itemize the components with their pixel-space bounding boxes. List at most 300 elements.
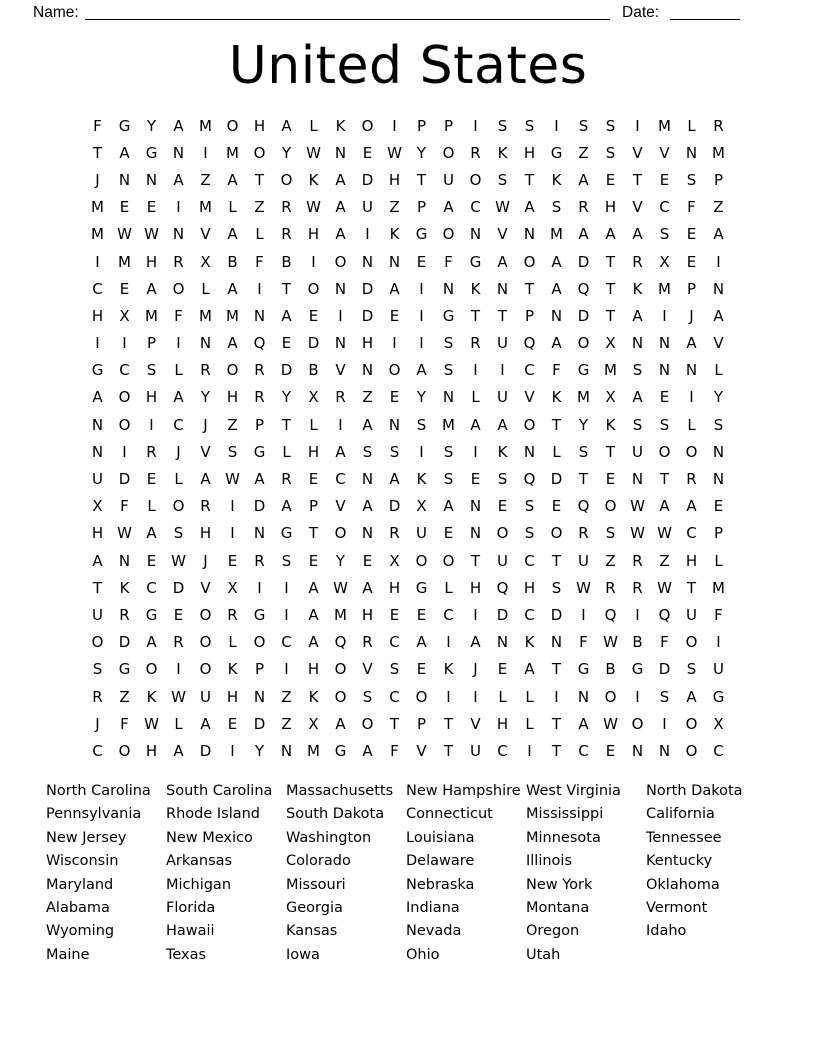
grid-cell[interactable]: R bbox=[335, 388, 346, 407]
grid-cell[interactable]: A bbox=[281, 306, 292, 325]
grid-cell[interactable]: R bbox=[362, 633, 373, 652]
grid-cell[interactable]: G bbox=[145, 143, 158, 162]
grid-cell[interactable]: G bbox=[280, 524, 293, 543]
grid-cell[interactable]: Q bbox=[577, 279, 590, 298]
grid-cell[interactable]: I bbox=[230, 497, 235, 516]
grid-cell[interactable]: I bbox=[689, 388, 694, 407]
grid-cell[interactable]: I bbox=[635, 605, 640, 624]
grid-cell[interactable]: I bbox=[338, 415, 343, 434]
grid-cell[interactable]: M bbox=[550, 225, 563, 244]
grid-cell[interactable]: R bbox=[632, 551, 643, 570]
grid-cell[interactable]: Z bbox=[281, 714, 292, 733]
grid-cell[interactable]: E bbox=[686, 225, 697, 244]
grid-cell[interactable]: A bbox=[308, 578, 319, 597]
grid-cell[interactable]: O bbox=[685, 442, 698, 461]
grid-cell[interactable]: U bbox=[713, 660, 724, 679]
grid-cell[interactable]: C bbox=[146, 578, 157, 597]
grid-cell[interactable]: I bbox=[527, 741, 532, 760]
grid-cell[interactable]: T bbox=[470, 551, 481, 570]
grid-cell[interactable]: S bbox=[389, 442, 400, 461]
grid-cell[interactable]: C bbox=[524, 551, 535, 570]
grid-cell[interactable]: O bbox=[577, 334, 590, 353]
grid-cell[interactable]: D bbox=[253, 714, 266, 733]
grid-cell[interactable]: G bbox=[712, 687, 725, 706]
grid-cell[interactable]: N bbox=[577, 687, 590, 706]
grid-cell[interactable]: N bbox=[658, 334, 671, 353]
grid-cell[interactable]: R bbox=[578, 524, 589, 543]
grid-cell[interactable]: W bbox=[495, 198, 510, 217]
grid-cell[interactable]: A bbox=[119, 143, 130, 162]
grid-cell[interactable]: R bbox=[200, 361, 211, 380]
grid-cell[interactable]: A bbox=[713, 306, 724, 325]
word-list-item[interactable]: Illinois bbox=[526, 853, 573, 870]
grid-cell[interactable]: L bbox=[174, 714, 183, 733]
grid-cell[interactable]: C bbox=[443, 605, 454, 624]
grid-cell[interactable]: P bbox=[146, 334, 157, 353]
grid-cell[interactable]: Y bbox=[416, 388, 427, 407]
grid-cell[interactable]: X bbox=[227, 578, 238, 597]
grid-cell[interactable]: R bbox=[470, 143, 481, 162]
word-list-item[interactable]: New Mexico bbox=[166, 829, 253, 846]
grid-cell[interactable]: R bbox=[686, 470, 697, 489]
grid-cell[interactable]: V bbox=[632, 198, 643, 217]
grid-cell[interactable]: I bbox=[554, 116, 559, 135]
grid-cell[interactable]: O bbox=[334, 660, 347, 679]
grid-cell[interactable]: E bbox=[119, 198, 130, 217]
grid-cell[interactable]: Z bbox=[362, 388, 373, 407]
grid-cell[interactable]: D bbox=[550, 605, 563, 624]
grid-cell[interactable]: O bbox=[442, 551, 455, 570]
grid-cell[interactable]: A bbox=[551, 252, 562, 271]
grid-cell[interactable]: N bbox=[550, 306, 563, 325]
word-list-item[interactable]: Iowa bbox=[286, 946, 320, 963]
grid-cell[interactable]: F bbox=[579, 633, 588, 652]
grid-cell[interactable]: V bbox=[632, 143, 643, 162]
word-list-item[interactable]: Texas bbox=[166, 946, 207, 963]
grid-cell[interactable]: I bbox=[95, 252, 100, 271]
grid-cell[interactable]: E bbox=[146, 198, 157, 217]
grid-cell[interactable]: N bbox=[631, 334, 644, 353]
grid-cell[interactable]: M bbox=[199, 198, 212, 217]
grid-cell[interactable]: W bbox=[171, 551, 186, 570]
word-list-item[interactable]: Delaware bbox=[406, 853, 475, 870]
grid-cell[interactable]: Q bbox=[253, 334, 266, 353]
grid-cell[interactable]: K bbox=[119, 578, 130, 597]
grid-cell[interactable]: W bbox=[171, 687, 186, 706]
grid-cell[interactable]: J bbox=[95, 170, 100, 189]
grid-cell[interactable]: T bbox=[605, 279, 616, 298]
grid-cell[interactable]: O bbox=[361, 116, 374, 135]
grid-cell[interactable]: A bbox=[200, 714, 211, 733]
grid-cell[interactable]: N bbox=[550, 633, 563, 652]
word-list-item[interactable]: New Hampshire bbox=[406, 783, 521, 799]
grid-cell[interactable]: V bbox=[416, 741, 427, 760]
grid-cell[interactable]: Z bbox=[281, 687, 292, 706]
grid-cell[interactable]: A bbox=[227, 170, 238, 189]
grid-cell[interactable]: Q bbox=[577, 497, 590, 516]
word-list-item[interactable]: South Carolina bbox=[166, 783, 273, 799]
grid-cell[interactable]: W bbox=[306, 143, 321, 162]
grid-cell[interactable]: A bbox=[362, 497, 373, 516]
grid-cell[interactable]: X bbox=[92, 497, 103, 516]
grid-cell[interactable]: U bbox=[578, 551, 589, 570]
grid-cell[interactable]: G bbox=[469, 252, 482, 271]
grid-cell[interactable]: F bbox=[120, 714, 129, 733]
grid-cell[interactable]: N bbox=[658, 741, 671, 760]
grid-cell[interactable]: F bbox=[120, 497, 129, 516]
grid-cell[interactable]: B bbox=[308, 361, 319, 380]
grid-cell[interactable]: P bbox=[254, 660, 265, 679]
grid-cell[interactable]: N bbox=[280, 741, 293, 760]
word-list-item[interactable]: Wyoming bbox=[46, 923, 115, 940]
grid-cell[interactable]: O bbox=[199, 660, 212, 679]
grid-cell[interactable]: I bbox=[419, 306, 424, 325]
grid-cell[interactable]: H bbox=[226, 388, 239, 407]
grid-cell[interactable]: C bbox=[119, 361, 130, 380]
grid-cell[interactable]: M bbox=[658, 116, 671, 135]
grid-cell[interactable]: L bbox=[201, 279, 210, 298]
grid-cell[interactable]: N bbox=[388, 252, 401, 271]
grid-cell[interactable]: Z bbox=[578, 143, 589, 162]
word-list-item[interactable]: Minnesota bbox=[526, 829, 601, 846]
grid-cell[interactable]: E bbox=[443, 524, 454, 543]
grid-cell[interactable]: L bbox=[228, 198, 237, 217]
grid-cell[interactable]: O bbox=[658, 442, 671, 461]
grid-cell[interactable]: R bbox=[173, 252, 184, 271]
grid-cell[interactable]: L bbox=[471, 388, 480, 407]
grid-cell[interactable]: S bbox=[227, 442, 238, 461]
grid-cell[interactable]: F bbox=[93, 116, 102, 135]
name-write-line[interactable] bbox=[85, 19, 610, 20]
grid-cell[interactable]: O bbox=[199, 605, 212, 624]
grid-cell[interactable]: W bbox=[117, 225, 132, 244]
grid-cell[interactable]: V bbox=[335, 497, 346, 516]
grid-cell[interactable]: U bbox=[632, 442, 643, 461]
grid-cell[interactable]: L bbox=[309, 116, 318, 135]
grid-cell[interactable]: S bbox=[524, 116, 535, 135]
grid-cell[interactable]: J bbox=[203, 551, 208, 570]
word-list-item[interactable]: West Virginia bbox=[526, 783, 621, 799]
grid-cell[interactable]: V bbox=[659, 143, 670, 162]
word-list-item[interactable]: Oklahoma bbox=[646, 876, 720, 893]
grid-cell[interactable]: I bbox=[716, 633, 721, 652]
grid-cell[interactable]: A bbox=[686, 497, 697, 516]
grid-cell[interactable]: V bbox=[497, 225, 508, 244]
grid-cell[interactable]: O bbox=[604, 687, 617, 706]
grid-cell[interactable]: W bbox=[306, 198, 321, 217]
grid-cell[interactable]: T bbox=[389, 714, 400, 733]
grid-cell[interactable]: I bbox=[500, 361, 505, 380]
grid-cell[interactable]: S bbox=[659, 225, 670, 244]
word-list-item[interactable]: Vermont bbox=[646, 900, 708, 917]
grid-cell[interactable]: F bbox=[714, 605, 723, 624]
grid-cell[interactable]: E bbox=[497, 497, 508, 516]
grid-cell[interactable]: V bbox=[470, 714, 481, 733]
grid-cell[interactable]: V bbox=[524, 388, 535, 407]
grid-cell[interactable]: N bbox=[712, 279, 725, 298]
grid-cell[interactable]: I bbox=[473, 687, 478, 706]
grid-cell[interactable]: D bbox=[172, 578, 185, 597]
grid-cell[interactable]: U bbox=[497, 388, 508, 407]
grid-cell[interactable]: P bbox=[686, 279, 697, 298]
grid-cell[interactable]: A bbox=[632, 388, 643, 407]
grid-cell[interactable]: N bbox=[118, 170, 131, 189]
grid-cell[interactable]: N bbox=[685, 143, 698, 162]
word-list-item[interactable]: New Jersey bbox=[46, 829, 127, 846]
word-search-grid[interactable] bbox=[84, 112, 732, 765]
word-list-item[interactable]: Colorado bbox=[286, 853, 351, 870]
word-list-item[interactable]: Kansas bbox=[286, 923, 338, 940]
grid-cell[interactable]: F bbox=[552, 361, 561, 380]
grid-cell[interactable]: G bbox=[577, 361, 590, 380]
grid-cell[interactable]: O bbox=[685, 714, 698, 733]
grid-cell[interactable]: T bbox=[551, 741, 562, 760]
grid-cell[interactable]: T bbox=[443, 714, 454, 733]
grid-cell[interactable]: M bbox=[334, 605, 347, 624]
grid-cell[interactable]: R bbox=[713, 116, 724, 135]
grid-cell[interactable]: H bbox=[307, 442, 320, 461]
grid-cell[interactable]: S bbox=[443, 442, 454, 461]
grid-cell[interactable]: H bbox=[361, 334, 374, 353]
grid-cell[interactable]: C bbox=[713, 741, 724, 760]
grid-cell[interactable]: N bbox=[388, 415, 401, 434]
grid-cell[interactable]: K bbox=[497, 442, 508, 461]
grid-cell[interactable]: E bbox=[659, 170, 670, 189]
grid-cell[interactable]: T bbox=[281, 415, 292, 434]
grid-cell[interactable]: E bbox=[605, 170, 616, 189]
grid-cell[interactable]: Q bbox=[658, 605, 671, 624]
grid-cell[interactable]: N bbox=[361, 252, 374, 271]
grid-cell[interactable]: O bbox=[145, 660, 158, 679]
grid-cell[interactable]: E bbox=[281, 334, 292, 353]
grid-cell[interactable]: H bbox=[307, 660, 320, 679]
grid-cell[interactable]: A bbox=[173, 170, 184, 189]
grid-cell[interactable]: A bbox=[173, 388, 184, 407]
grid-cell[interactable]: I bbox=[122, 334, 127, 353]
grid-cell[interactable]: A bbox=[605, 225, 616, 244]
grid-cell[interactable]: T bbox=[551, 551, 562, 570]
grid-cell[interactable]: V bbox=[362, 660, 373, 679]
grid-cell[interactable]: G bbox=[253, 605, 266, 624]
grid-cell[interactable]: W bbox=[387, 143, 402, 162]
grid-cell[interactable]: A bbox=[497, 415, 508, 434]
grid-cell[interactable]: F bbox=[390, 741, 399, 760]
grid-cell[interactable]: G bbox=[253, 442, 266, 461]
grid-cell[interactable]: A bbox=[146, 524, 157, 543]
grid-cell[interactable]: A bbox=[92, 388, 103, 407]
grid-cell[interactable]: G bbox=[118, 116, 131, 135]
grid-cell[interactable]: L bbox=[444, 578, 453, 597]
grid-cell[interactable]: W bbox=[603, 714, 618, 733]
grid-cell[interactable]: A bbox=[92, 551, 103, 570]
grid-cell[interactable]: A bbox=[227, 279, 238, 298]
grid-cell[interactable]: R bbox=[227, 605, 238, 624]
grid-cell[interactable]: A bbox=[578, 170, 589, 189]
grid-cell[interactable]: N bbox=[91, 415, 104, 434]
grid-cell[interactable]: R bbox=[632, 578, 643, 597]
grid-cell[interactable]: T bbox=[524, 279, 535, 298]
grid-cell[interactable]: E bbox=[146, 551, 157, 570]
grid-cell[interactable]: H bbox=[253, 116, 266, 135]
grid-cell[interactable]: O bbox=[307, 279, 320, 298]
grid-cell[interactable]: D bbox=[658, 660, 671, 679]
grid-cell[interactable]: S bbox=[443, 470, 454, 489]
grid-cell[interactable]: I bbox=[581, 605, 586, 624]
grid-cell[interactable]: S bbox=[497, 470, 508, 489]
grid-cell[interactable]: S bbox=[497, 170, 508, 189]
grid-cell[interactable]: H bbox=[145, 388, 158, 407]
grid-cell[interactable]: I bbox=[203, 143, 208, 162]
grid-cell[interactable]: L bbox=[498, 687, 507, 706]
grid-cell[interactable]: P bbox=[524, 306, 535, 325]
grid-cell[interactable]: R bbox=[146, 442, 157, 461]
grid-cell[interactable]: R bbox=[281, 225, 292, 244]
grid-cell[interactable]: E bbox=[362, 551, 373, 570]
grid-cell[interactable]: W bbox=[630, 524, 645, 543]
grid-cell[interactable]: D bbox=[577, 252, 590, 271]
grid-cell[interactable]: M bbox=[226, 306, 239, 325]
word-list-item[interactable]: Nebraska bbox=[406, 876, 475, 893]
grid-cell[interactable]: T bbox=[524, 170, 535, 189]
grid-cell[interactable]: S bbox=[443, 361, 454, 380]
word-list-item[interactable]: Indiana bbox=[406, 900, 460, 917]
grid-cell[interactable]: B bbox=[227, 252, 238, 271]
grid-cell[interactable]: W bbox=[225, 470, 240, 489]
grid-cell[interactable]: A bbox=[686, 687, 697, 706]
grid-cell[interactable]: Y bbox=[254, 741, 265, 760]
grid-cell[interactable]: M bbox=[226, 143, 239, 162]
grid-cell[interactable]: O bbox=[469, 170, 482, 189]
grid-cell[interactable]: B bbox=[281, 252, 292, 271]
grid-cell[interactable]: L bbox=[552, 442, 561, 461]
word-list-item[interactable]: California bbox=[646, 806, 715, 823]
grid-cell[interactable]: R bbox=[119, 605, 130, 624]
grid-cell[interactable]: I bbox=[257, 578, 262, 597]
word-list-item[interactable]: Oregon bbox=[526, 923, 580, 940]
grid-cell[interactable]: N bbox=[172, 143, 185, 162]
grid-cell[interactable]: C bbox=[173, 415, 184, 434]
grid-cell[interactable]: O bbox=[685, 633, 698, 652]
grid-cell[interactable]: A bbox=[335, 225, 346, 244]
grid-cell[interactable]: M bbox=[145, 306, 158, 325]
grid-cell[interactable]: A bbox=[335, 714, 346, 733]
grid-cell[interactable]: A bbox=[524, 198, 535, 217]
grid-cell[interactable]: P bbox=[713, 524, 724, 543]
grid-cell[interactable]: I bbox=[122, 442, 127, 461]
grid-cell[interactable]: O bbox=[550, 524, 563, 543]
grid-cell[interactable]: O bbox=[280, 170, 293, 189]
grid-cell[interactable]: S bbox=[362, 687, 373, 706]
grid-cell[interactable]: N bbox=[172, 225, 185, 244]
grid-cell[interactable]: R bbox=[281, 198, 292, 217]
grid-cell[interactable]: N bbox=[253, 524, 266, 543]
grid-cell[interactable]: M bbox=[658, 279, 671, 298]
grid-cell[interactable]: O bbox=[685, 741, 698, 760]
grid-cell[interactable]: N bbox=[361, 524, 374, 543]
grid-cell[interactable]: N bbox=[658, 361, 671, 380]
grid-cell[interactable]: A bbox=[281, 497, 292, 516]
grid-cell[interactable]: M bbox=[604, 361, 617, 380]
grid-cell[interactable]: S bbox=[443, 334, 454, 353]
word-list-item[interactable]: Arkansas bbox=[166, 853, 233, 870]
grid-cell[interactable]: H bbox=[361, 605, 374, 624]
grid-cell[interactable]: D bbox=[307, 334, 320, 353]
grid-cell[interactable]: A bbox=[632, 306, 643, 325]
grid-cell[interactable]: P bbox=[443, 116, 454, 135]
grid-cell[interactable]: L bbox=[282, 442, 291, 461]
grid-cell[interactable]: G bbox=[334, 741, 347, 760]
grid-cell[interactable]: O bbox=[523, 252, 536, 271]
grid-cell[interactable]: A bbox=[362, 415, 373, 434]
word-list-item[interactable]: Hawaii bbox=[166, 923, 215, 940]
grid-cell[interactable]: N bbox=[523, 442, 536, 461]
grid-cell[interactable]: A bbox=[146, 633, 157, 652]
grid-cell[interactable]: F bbox=[174, 306, 183, 325]
grid-cell[interactable]: C bbox=[389, 633, 400, 652]
grid-cell[interactable]: N bbox=[496, 633, 509, 652]
grid-cell[interactable]: R bbox=[254, 551, 265, 570]
grid-cell[interactable]: Y bbox=[713, 388, 724, 407]
grid-cell[interactable]: X bbox=[389, 551, 400, 570]
grid-cell[interactable]: L bbox=[228, 633, 237, 652]
grid-cell[interactable]: O bbox=[361, 714, 374, 733]
grid-cell[interactable]: N bbox=[145, 170, 158, 189]
word-list-item[interactable]: Georgia bbox=[286, 900, 343, 917]
grid-cell[interactable]: S bbox=[416, 415, 427, 434]
grid-cell[interactable]: M bbox=[91, 225, 104, 244]
grid-cell[interactable]: T bbox=[416, 170, 427, 189]
grid-cell[interactable]: A bbox=[362, 741, 373, 760]
word-list-item[interactable]: Utah bbox=[526, 946, 561, 963]
grid-cell[interactable]: N bbox=[712, 442, 725, 461]
grid-cell[interactable]: K bbox=[308, 170, 319, 189]
word-list-item[interactable]: North Carolina bbox=[46, 783, 151, 799]
grid-cell[interactable]: R bbox=[173, 633, 184, 652]
grid-cell[interactable]: F bbox=[687, 198, 696, 217]
grid-cell[interactable]: R bbox=[470, 334, 481, 353]
grid-cell[interactable]: V bbox=[713, 334, 724, 353]
grid-cell[interactable]: R bbox=[254, 388, 265, 407]
word-list-item[interactable]: Idaho bbox=[646, 923, 687, 940]
grid-cell[interactable]: K bbox=[335, 116, 346, 135]
grid-cell[interactable]: S bbox=[605, 524, 616, 543]
grid-cell[interactable]: Z bbox=[200, 170, 211, 189]
grid-cell[interactable]: A bbox=[227, 225, 238, 244]
grid-cell[interactable]: E bbox=[497, 660, 508, 679]
grid-cell[interactable]: V bbox=[200, 578, 211, 597]
grid-cell[interactable]: J bbox=[689, 306, 694, 325]
grid-cell[interactable]: R bbox=[281, 470, 292, 489]
grid-cell[interactable]: Q bbox=[523, 334, 536, 353]
grid-cell[interactable]: N bbox=[442, 279, 455, 298]
grid-cell[interactable]: H bbox=[145, 741, 158, 760]
grid-cell[interactable]: W bbox=[603, 633, 618, 652]
grid-cell[interactable]: I bbox=[284, 578, 289, 597]
grid-cell[interactable]: O bbox=[415, 551, 428, 570]
grid-cell[interactable]: I bbox=[284, 660, 289, 679]
grid-cell[interactable]: T bbox=[578, 470, 589, 489]
grid-cell[interactable]: W bbox=[117, 524, 132, 543]
grid-cell[interactable]: R bbox=[389, 524, 400, 543]
grid-cell[interactable]: A bbox=[335, 442, 346, 461]
grid-cell[interactable]: S bbox=[713, 415, 724, 434]
grid-cell[interactable]: T bbox=[551, 415, 562, 434]
grid-cell[interactable]: C bbox=[92, 741, 103, 760]
grid-cell[interactable]: N bbox=[496, 279, 509, 298]
grid-cell[interactable]: N bbox=[712, 470, 725, 489]
grid-cell[interactable]: Z bbox=[227, 415, 238, 434]
grid-cell[interactable]: E bbox=[389, 388, 400, 407]
